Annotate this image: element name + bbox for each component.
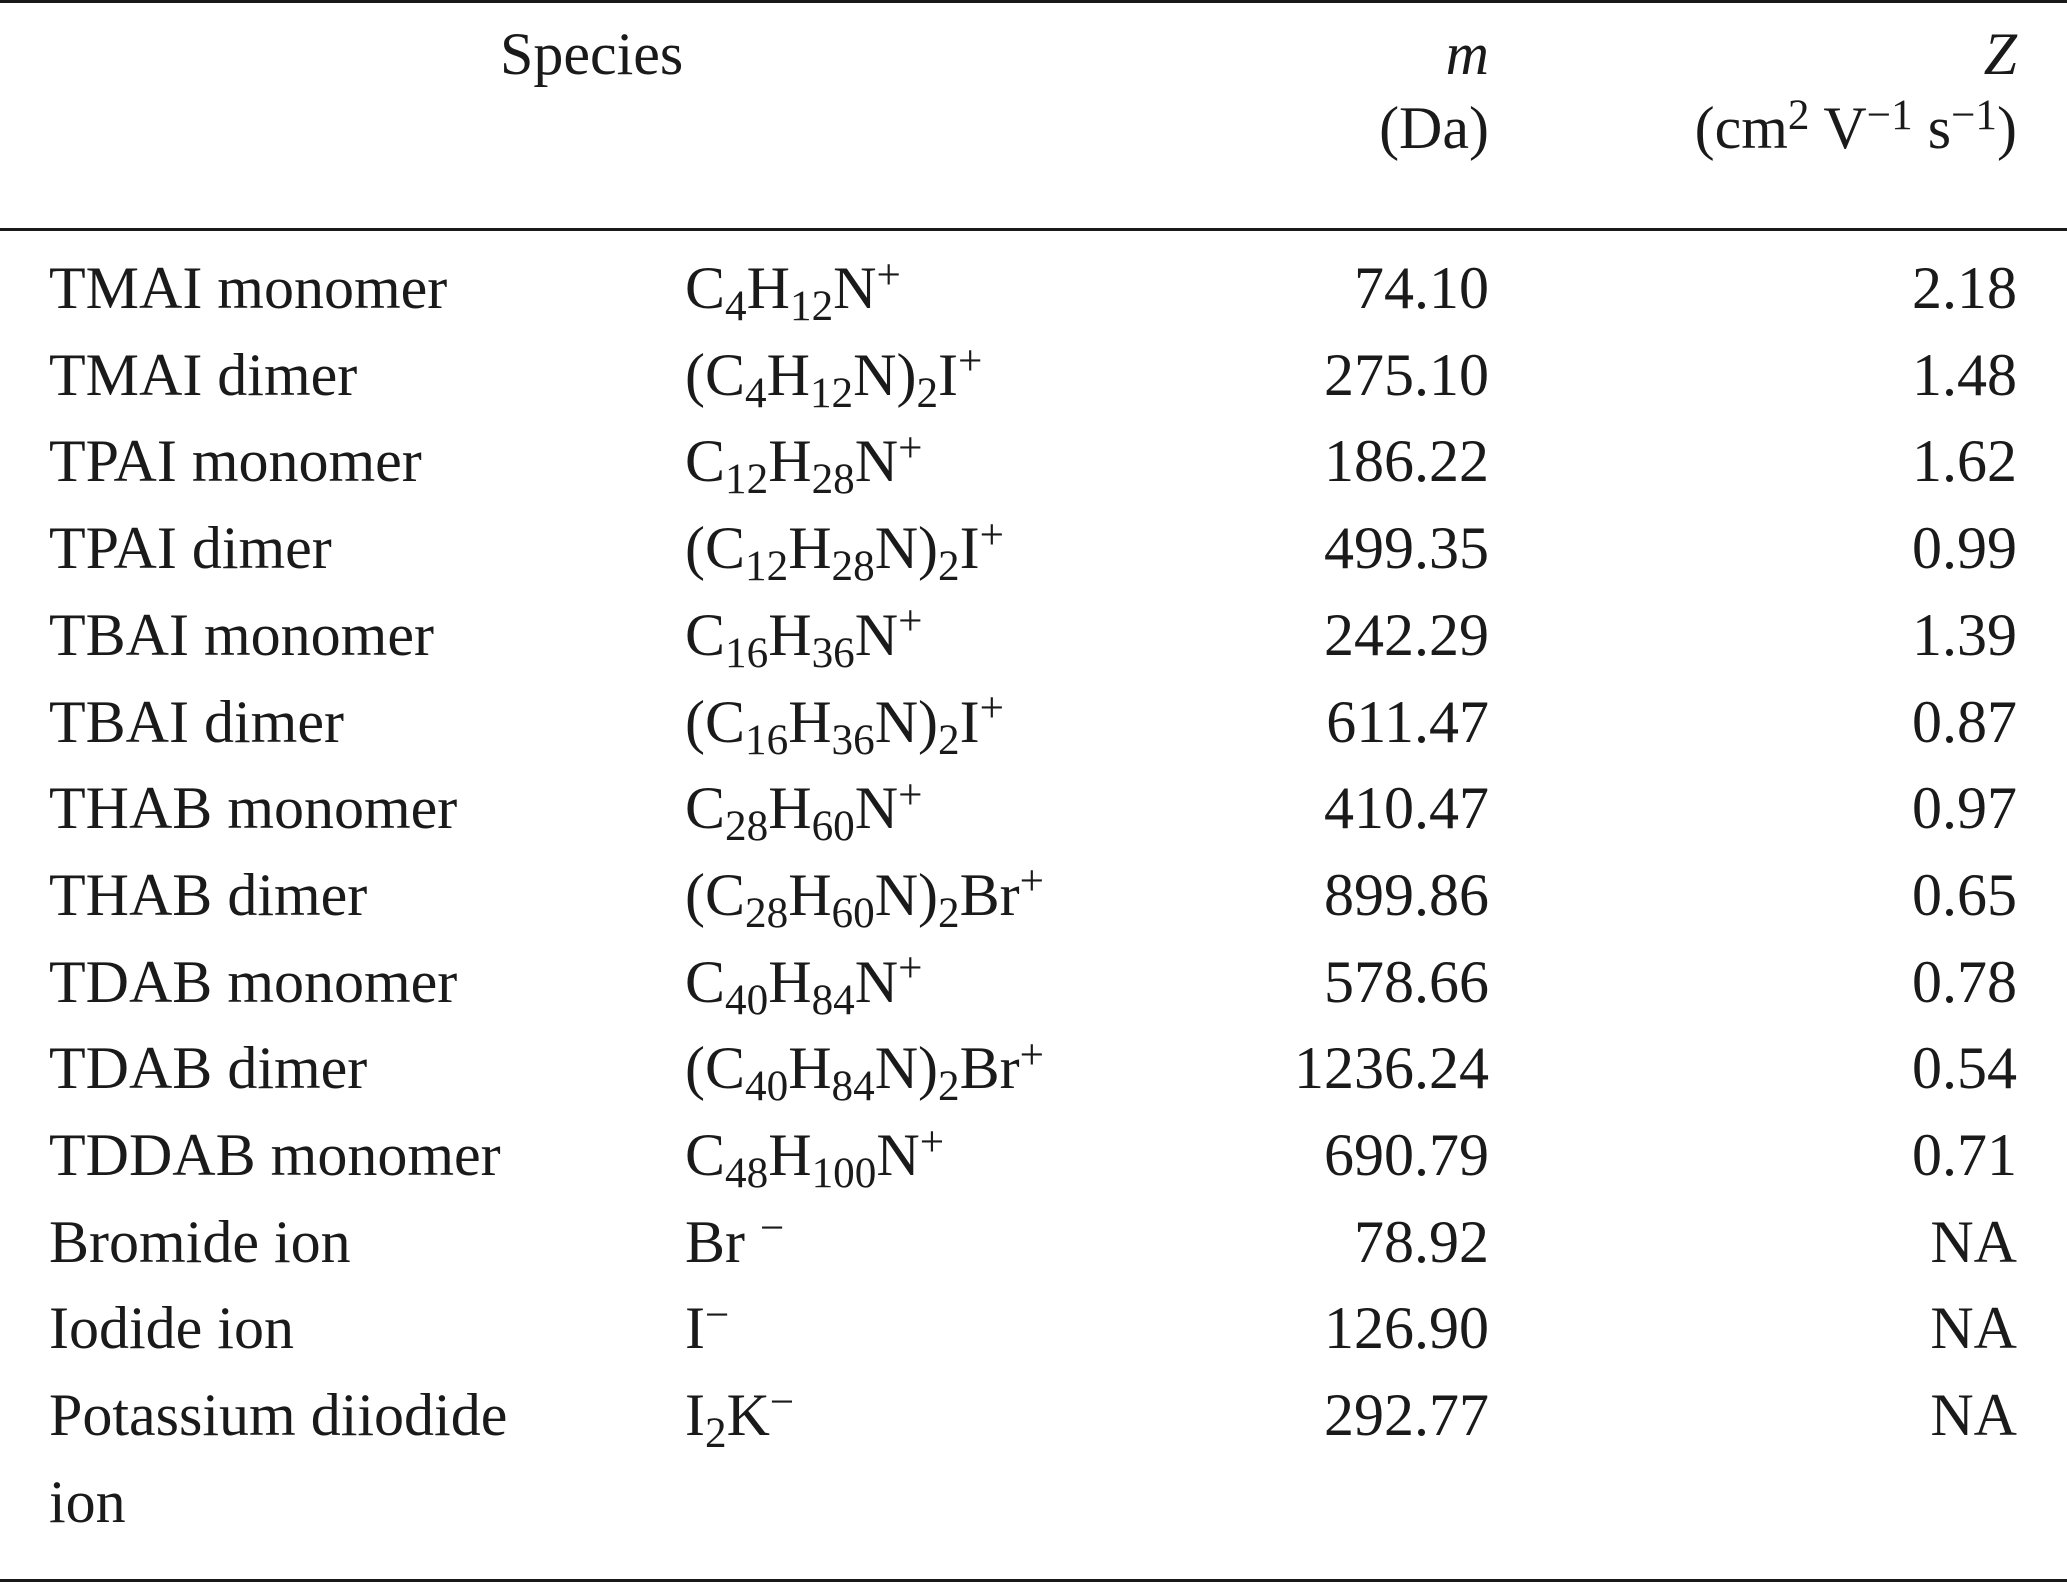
species-formula: $(C_{12}H_{28}N)_2I^+$ <box>685 511 1004 591</box>
species-name: THAB dimer <box>49 861 368 928</box>
mobility-value: 1.48 <box>1912 341 2017 408</box>
species-formula: $C_{16}H_{36}N^+$ <box>685 598 923 677</box>
species-name: TBAI monomer <box>49 601 434 668</box>
species-formula: $(C_{40}H_{84}N)_2Br^+$ <box>685 1031 1044 1111</box>
mobility-value: NA <box>1930 1295 2017 1362</box>
species-name: TPAI dimer <box>49 515 332 582</box>
mass-value: 292.77 <box>1324 1382 1489 1449</box>
mobility-value: 0.78 <box>1912 948 2017 1015</box>
mobility-value: 0.97 <box>1912 775 2017 842</box>
mass-value: 78.92 <box>1354 1208 1489 1275</box>
species-formula: $C_4H_{12}N^+$ <box>685 251 901 331</box>
mass-value: 275.10 <box>1324 341 1489 408</box>
species-formula: $C_{48}H_{100}N^+$ <box>685 1118 945 1198</box>
header-species: Species <box>500 21 684 87</box>
mass-value: 690.79 <box>1324 1122 1489 1188</box>
header-z-unit <box>1694 91 2017 161</box>
z-unit-sup3: −1 <box>1951 91 1998 139</box>
header-m-unit: (Da) <box>1379 95 1489 161</box>
mobility-value: 0.65 <box>1912 861 2017 928</box>
mobility-value: 0.99 <box>1912 515 2017 582</box>
z-unit-sup1: 2 <box>1787 91 1810 139</box>
mobility-value: 1.39 <box>1912 601 2017 668</box>
species-formula: $I_2K^-$ <box>685 1378 795 1458</box>
species-name: Bromide ion <box>49 1208 351 1275</box>
header-z-symbol: Z <box>1983 21 2017 87</box>
mass-value: 74.10 <box>1354 255 1489 321</box>
table-header-rule <box>0 228 2067 231</box>
species-formula: Br − <box>685 1205 785 1275</box>
species-name: THAB monomer <box>49 775 458 842</box>
mobility-value: NA <box>1930 1208 2017 1275</box>
z-unit-mid2: s <box>1912 95 1952 161</box>
mass-value: 611.47 <box>1326 688 1489 755</box>
mobility-value: 0.87 <box>1912 688 2017 755</box>
mobility-value: NA <box>1930 1382 2017 1449</box>
species-formula: $C_{12}H_{28}N^+$ <box>685 424 923 504</box>
species-name: Iodide ion <box>49 1295 294 1362</box>
species-formula: $(C_{28}H_{60}N)_2Br^+$ <box>685 858 1044 937</box>
z-unit-sup2: −1 <box>1866 91 1913 139</box>
table-top-rule <box>0 0 2067 3</box>
species-formula: $C_{40}H_{84}N^+$ <box>685 945 923 1024</box>
z-unit-suffix: ) <box>1997 95 2017 161</box>
mobility-value: 2.18 <box>1912 255 2017 321</box>
header-m-symbol: m <box>1445 21 1489 87</box>
z-unit-mid1: V <box>1809 95 1867 161</box>
species-name: TBAI dimer <box>49 688 344 755</box>
species-name: TMAI dimer <box>49 341 358 408</box>
species-formula: $(C_{16}H_{36}N)_2I^+$ <box>685 685 1004 764</box>
mass-value: 126.90 <box>1324 1295 1489 1362</box>
species-formula: $(C_4H_{12}N)_2I^+$ <box>685 338 983 417</box>
mass-value: 899.86 <box>1324 861 1489 928</box>
mass-value: 242.29 <box>1324 601 1489 668</box>
mass-value: 1236.24 <box>1294 1035 1489 1102</box>
species-name: TMAI monomer <box>49 255 448 321</box>
species-name: TDAB dimer <box>49 1035 368 1102</box>
mobility-value: 1.62 <box>1912 428 2017 495</box>
species-name-continued: ion <box>49 1468 126 1535</box>
species-formula: I− <box>685 1291 730 1362</box>
mobility-value: 0.54 <box>1912 1035 2017 1102</box>
mass-value: 410.47 <box>1324 775 1489 842</box>
species-name: Potassium diiodide <box>49 1382 508 1449</box>
species-formula: $C_{28}H_{60}N^+$ <box>685 771 923 851</box>
species-name: TDAB monomer <box>49 948 458 1015</box>
species-name: TDDAB monomer <box>49 1122 501 1188</box>
mass-value: 578.66 <box>1324 948 1489 1015</box>
mass-value: 186.22 <box>1324 428 1489 495</box>
z-unit-prefix: (cm <box>1694 95 1788 161</box>
mobility-value: 0.71 <box>1912 1122 2017 1188</box>
species-name: TPAI monomer <box>49 428 422 495</box>
mass-value: 499.35 <box>1324 515 1489 582</box>
